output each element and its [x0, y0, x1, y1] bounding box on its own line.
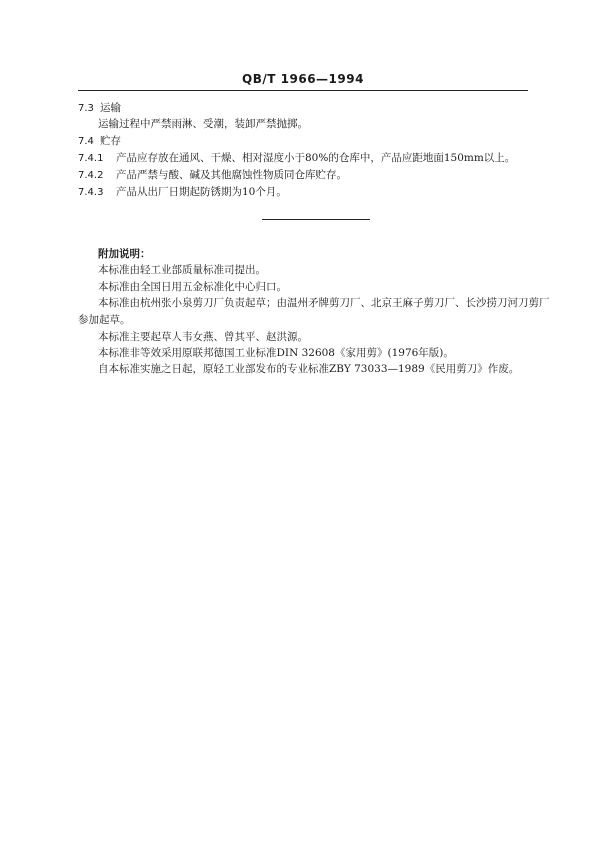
- appendix-line: 本标准由杭州张小泉剪刀厂负责起草；由温州矛牌剪刀厂、北京王麻子剪刀厂、长沙捞刀河刀剪厂: [98, 297, 550, 309]
- section-7-4-3: [78, 185, 287, 200]
- section-text: 产品严禁与酸、碱及其他腐蚀性物质同仓库贮存。: [116, 169, 347, 181]
- appendix-line: 本标准由全国日用五金标准化中心归口。: [98, 281, 287, 293]
- section-7-3-heading: [78, 101, 121, 116]
- appendix-line: 本标准非等效采用原联邦德国工业标准DIN 32608《家用剪》(1976年版)。: [98, 347, 454, 359]
- section-number: 7.4.1: [78, 153, 104, 164]
- section-text: 运输过程中严禁雨淋、受潮，装卸严禁抛掷。: [98, 118, 308, 130]
- section-title: 运输: [100, 102, 121, 114]
- header-rule: [78, 90, 528, 91]
- page-header: [78, 70, 528, 91]
- section-number: 7.3: [78, 103, 94, 114]
- appendix-line: 本标准主要起草人韦女燕、曾其平、赵洪源。: [98, 331, 308, 343]
- section-7-3-body: [98, 117, 308, 131]
- section-divider: [262, 219, 370, 220]
- section-7-4-2: [78, 168, 347, 183]
- appendix-line: 本标准由轻工业部质量标准司提出。: [98, 264, 266, 276]
- appendix-title: 附加说明：: [98, 248, 151, 260]
- section-7-4-1: [78, 151, 515, 166]
- section-7-4-heading: [78, 134, 121, 149]
- section-number: 7.4.2: [78, 170, 104, 181]
- section-text: 产品从出厂日期起防锈期为10个月。: [116, 186, 287, 198]
- section-number: 7.4.3: [78, 187, 104, 198]
- section-number: 7.4: [78, 136, 94, 147]
- section-text: 产品应存放在通风、干燥、相对湿度小于80%的仓库中，产品应距地面150mm以上。: [116, 152, 516, 164]
- appendix-line: 自本标准实施之日起，原轻工业部发布的专业标准ZBY 73033—1989《民用剪刀》作废。: [98, 363, 520, 375]
- section-title: 贮存: [100, 135, 121, 147]
- appendix-line: 参加起草。: [78, 314, 131, 326]
- standard-code: QB/T 1966—1994: [242, 72, 364, 86]
